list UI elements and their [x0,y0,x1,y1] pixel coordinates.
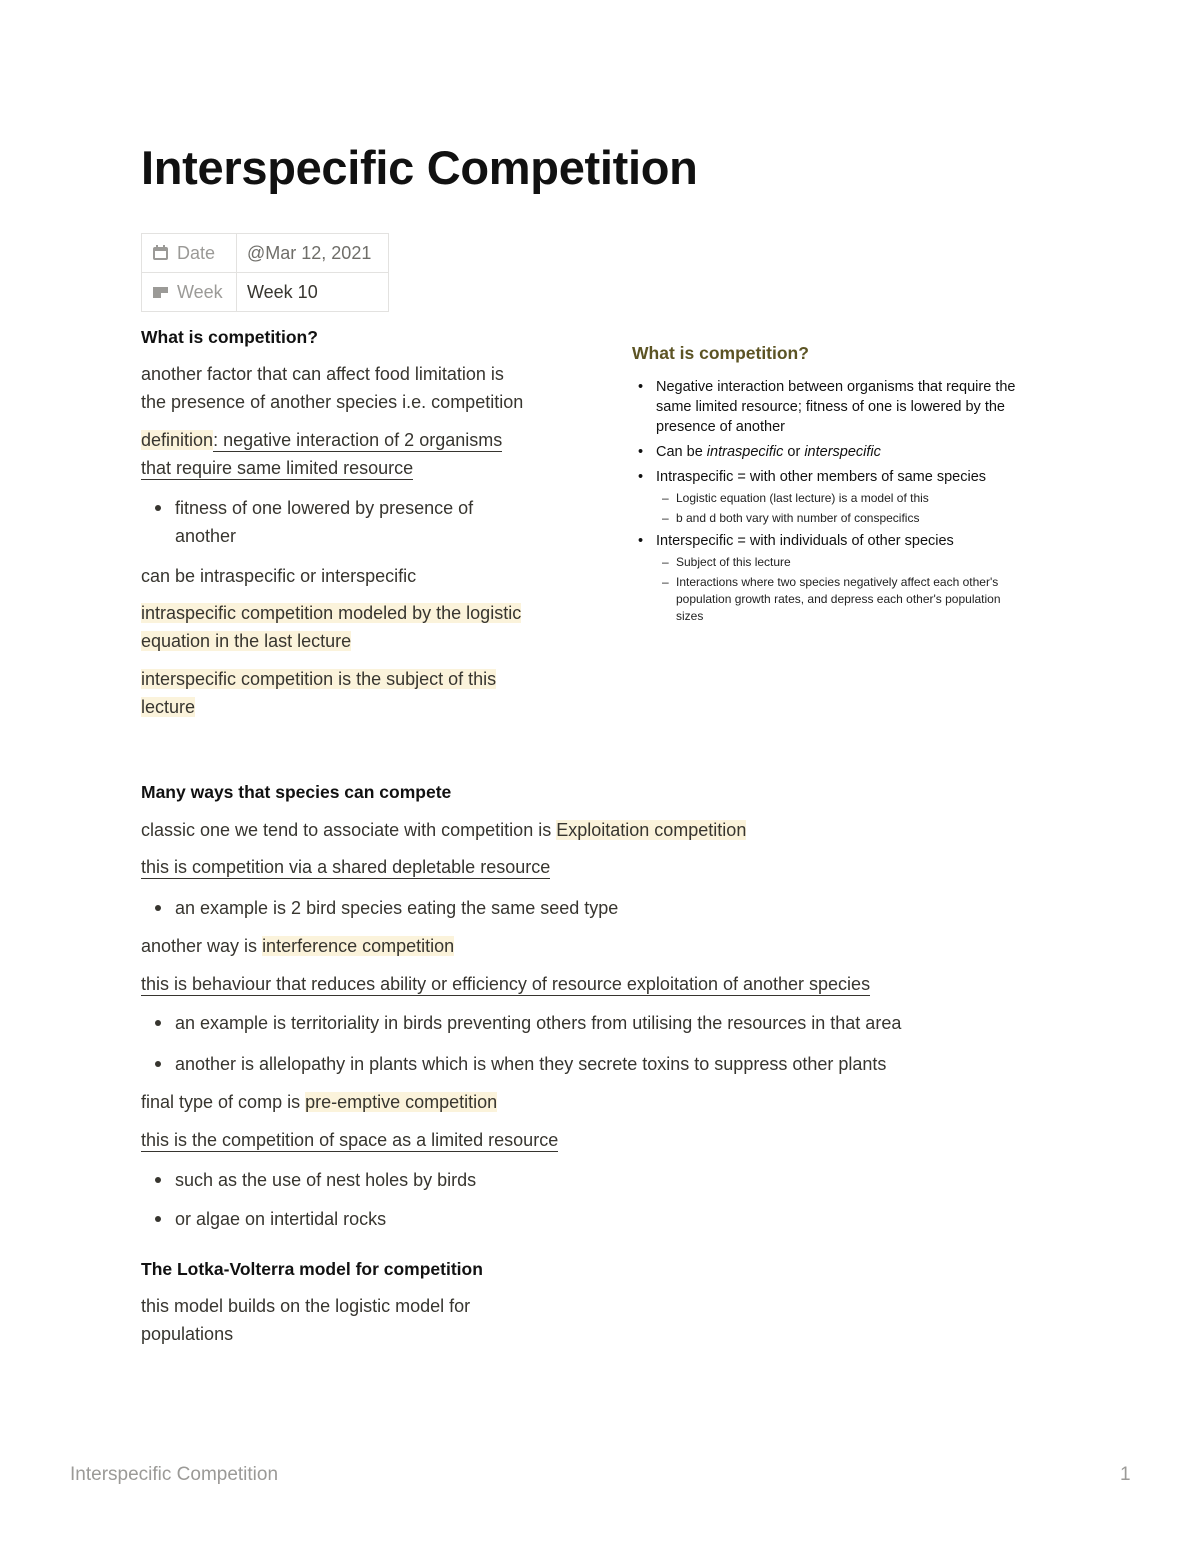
highlight-text: intraspecific competition modeled by the logistic [141,603,522,623]
paragraph-interspecific [141,665,496,721]
list-item: an example is 2 bird species eating the same seed type [175,894,618,922]
paragraph-line: another factor that can affect food limitation is [141,364,504,384]
highlight-text: equation in the last lecture [141,631,352,651]
highlight-text: lecture [141,697,196,717]
footer-page-number: 1 [1120,1464,1131,1485]
slide-italic: intraspecific [706,444,784,460]
slide-line: Interactions where two species negatively affect each other's [676,575,999,589]
slide-line: population growth rates, and depress each other's population [676,592,1001,606]
slide-subbullet: – b and d both vary with number of conspecifics [676,510,919,527]
paragraph-exploitation [141,816,746,844]
underline-text: this is behaviour that reduces ability or efficiency of resource exploitation of another species [141,974,871,994]
slide-bullet: • Intraspecific = with other members of same species [656,467,986,487]
heading-ways-to-compete: Many ways that species can compete [141,782,452,802]
highlight-definition: definition [141,430,214,450]
properties-table [141,233,389,312]
paragraph-preemptive-definition [141,1126,558,1154]
paragraph-text: classic one we tend to associate with competition is [141,820,557,840]
slide-line: Negative interaction between organisms that require the [656,379,1016,395]
slide-subbullet: – Subject of this lecture [676,554,791,571]
footer-document-title: Interspecific Competition [70,1464,279,1485]
list-item-line: fitness of one lowered by presence of [175,498,474,518]
underline-text: this is the competition of space as a limited resource [141,1130,559,1150]
paragraph-interference [141,932,454,960]
calendar-icon [152,245,169,261]
paragraph-definition [141,426,502,482]
select-property-icon [152,284,169,300]
slide-line: same limited resource; fitness of one is lowered by the [656,399,1005,415]
paragraph-food-limitation [141,360,523,416]
list-item [175,494,473,550]
property-label-date: Date [177,242,216,263]
paragraph-line: this model builds on the logistic model for [141,1296,471,1316]
property-value-date[interactable]: @Mar 12, 2021 [237,234,389,273]
paragraph-intra-inter: can be intraspecific or interspecific [141,566,417,586]
paragraph-lotka-volterra [141,1292,470,1348]
paragraph-text: final type of comp is [141,1092,306,1112]
paragraph-line: populations [141,1324,234,1344]
slide-line: sizes [676,609,704,623]
property-row-date [142,234,389,273]
underline-definition: that require same limited resource [141,458,414,478]
slide-text: Can be [656,444,707,460]
slide-italic: interspecific [804,444,881,460]
highlight-interference: interference competition [262,936,455,956]
slide-bullet [656,442,881,462]
property-row-week [142,273,389,312]
highlight-text: interspecific competition is the subject of this [141,669,497,689]
highlight-exploitation: Exploitation competition [556,820,747,840]
slide-line: presence of another [656,419,785,435]
slide-bullet: • Interspecific = with individuals of other species [656,531,954,551]
underline-text: this is competition via a shared depletable resource [141,857,551,877]
slide-subbullet [676,574,1001,625]
list-item: an example is territoriality in birds preventing others from utilising the resources in that area [175,1009,901,1037]
paragraph-text: another way is [141,936,263,956]
heading-lotka-volterra: The Lotka-Volterra model for competition [141,1259,483,1279]
paragraph-exploitation-definition [141,853,550,881]
paragraph-preemptive [141,1088,497,1116]
property-label-week: Week [177,281,223,302]
page-title: Interspecific Competition [141,141,698,194]
list-item: another is allelopathy in plants which is when they secrete toxins to suppress other plants [175,1050,886,1078]
slide-title: What is competition? [632,343,809,363]
lecture-slide-image [618,332,1058,632]
list-item: or algae on intertidal rocks [175,1205,386,1233]
list-item: such as the use of nest holes by birds [175,1166,476,1194]
slide-text: or [783,444,805,460]
paragraph-interference-definition [141,970,870,998]
property-value-week[interactable]: Week 10 [237,273,389,312]
highlight-preemptive: pre-emptive competition [305,1092,498,1112]
property-key-date [142,234,237,273]
underline-definition: : negative interaction of 2 organisms [213,430,503,450]
slide-bullet [656,377,1015,437]
paragraph-intraspecific [141,599,521,655]
paragraph-line: the presence of another species i.e. competition [141,392,524,412]
slide-subbullet: – Logistic equation (last lecture) is a model of this [676,490,929,507]
heading-what-is-competition: What is competition? [141,327,318,347]
list-item-line: another [175,526,237,546]
property-key-week [142,273,237,312]
